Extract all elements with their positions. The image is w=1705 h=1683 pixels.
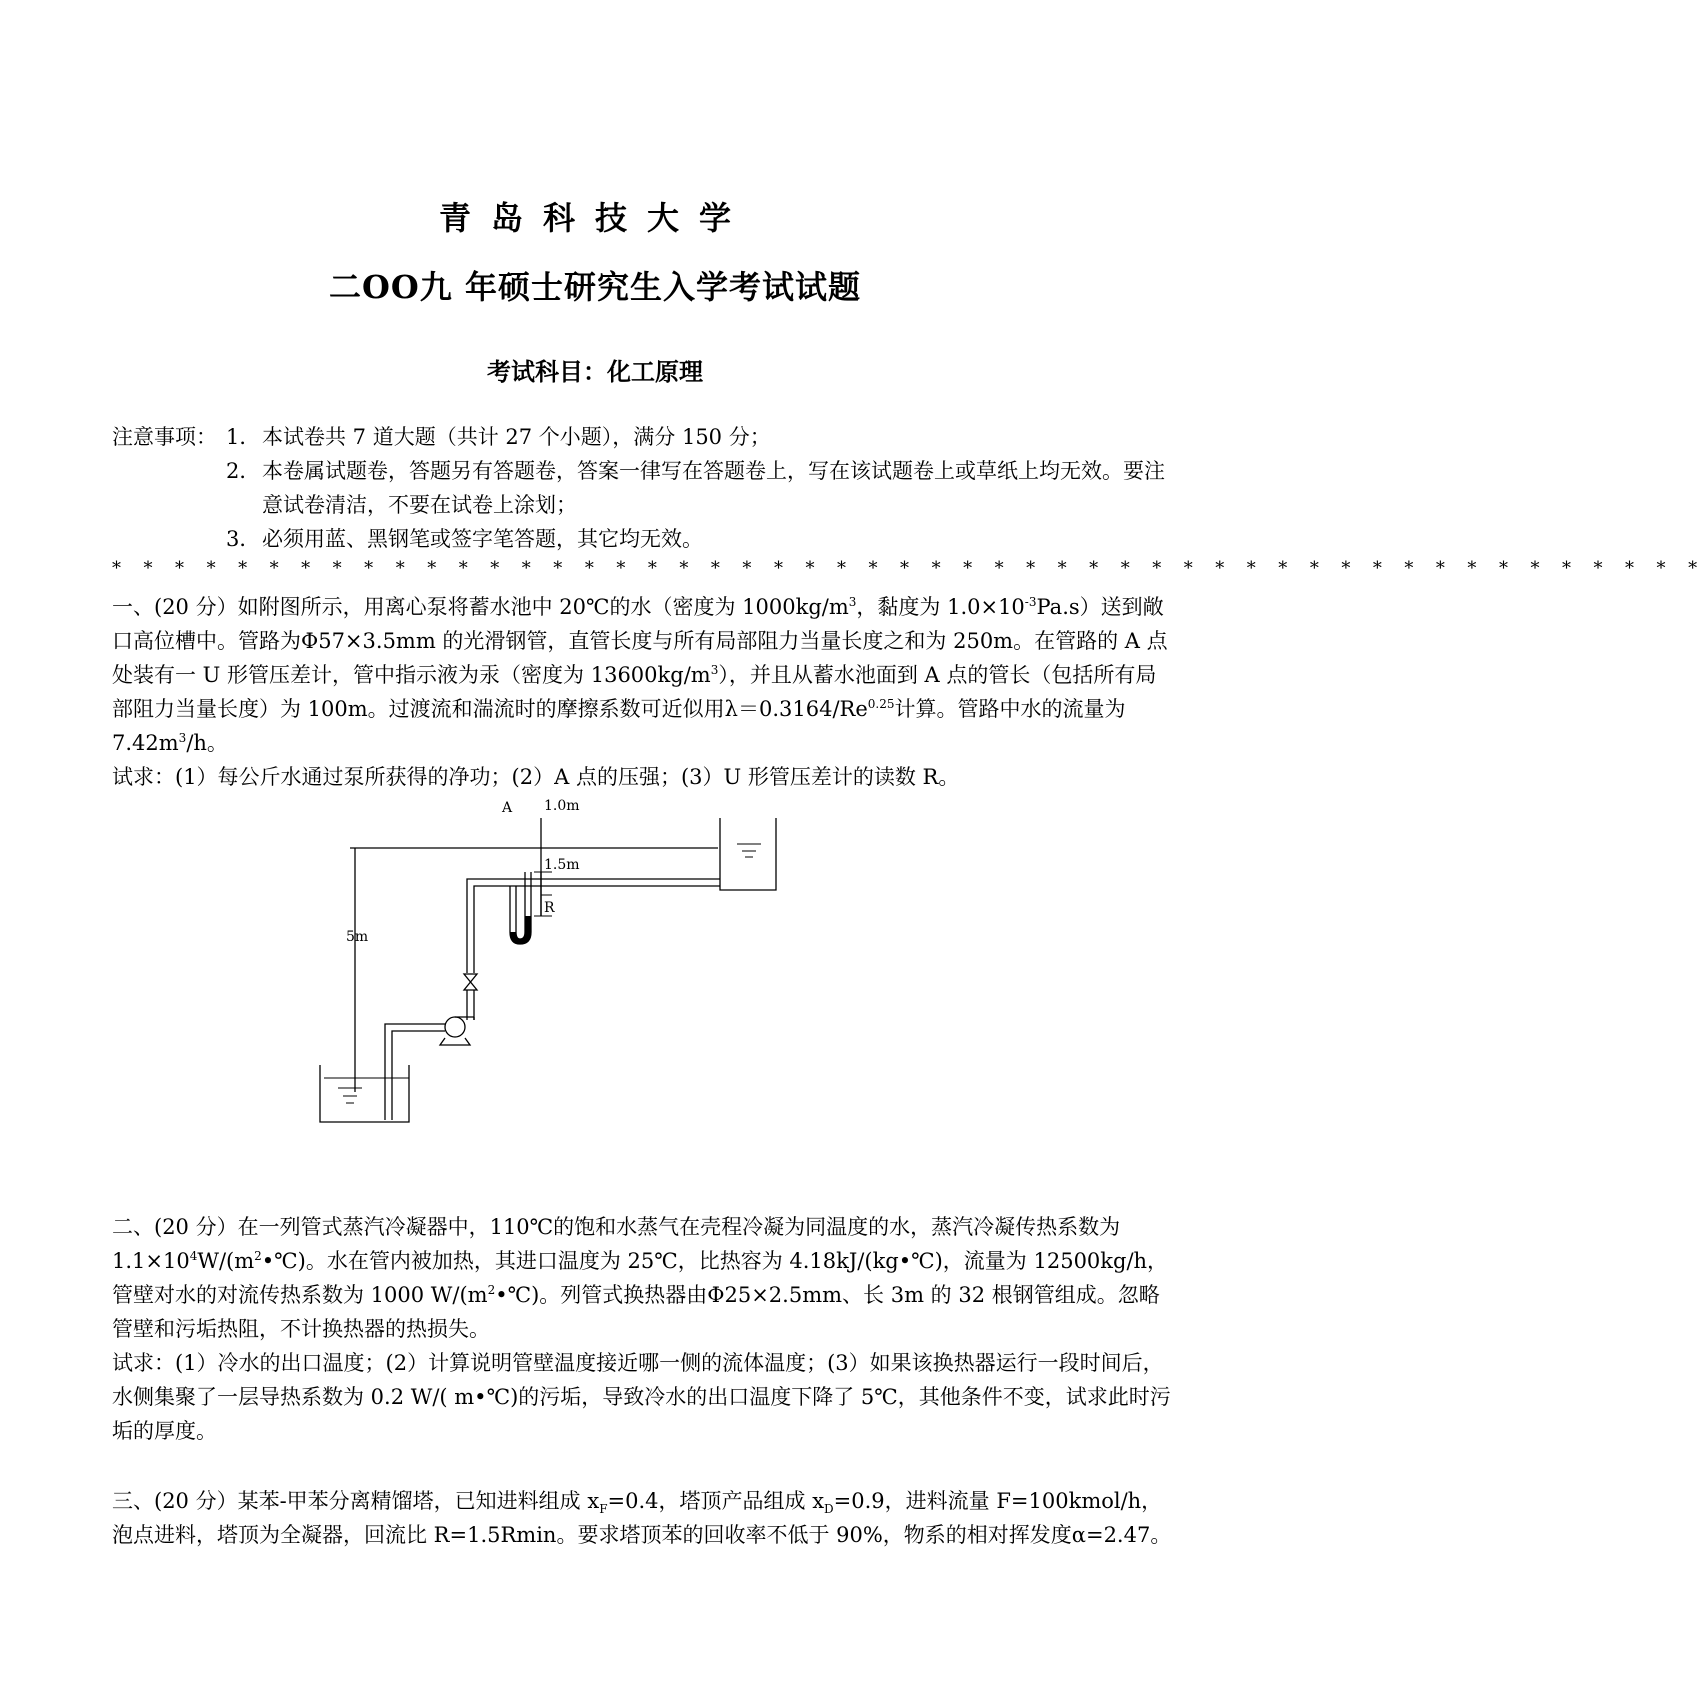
exam-subject: 考试科目：化工原理 bbox=[487, 357, 703, 386]
exam-title: 二OO九 年硕士研究生入学考试试题 bbox=[329, 268, 861, 306]
note-number: 1． bbox=[226, 425, 261, 449]
label-5m: 5m bbox=[346, 929, 369, 945]
question-3 bbox=[112, 1484, 1172, 1552]
superscript: 3 bbox=[848, 595, 857, 609]
pipe-horizontal-top bbox=[467, 879, 720, 973]
question-text: ，黏度为 1.0×10 bbox=[856, 595, 1025, 619]
superscript: 2 bbox=[254, 1249, 262, 1263]
question-text: •℃)。列管式换热器由Φ25×2.5mm、长 3m 的 32 根钢管组成。忽略管壁和污垢热阻，不计换热器的热损失。 bbox=[112, 1283, 1160, 1341]
question-ask: 试求：(1）冷水的出口温度；(2）计算说明管壁温度接近哪一侧的流体温度；(3）如果该换热器运行一段时间后，水侧集聚了一层导热系数为 0.2 W/( m•℃)的污垢，导致冷水的出口温度下降了 5℃，其他条件不变，试求此时污垢的厚度。 bbox=[112, 1351, 1171, 1443]
note-text: 本试卷共 7 道大题（共计 27 个小题），满分 150 分； bbox=[262, 425, 771, 449]
valve-upper bbox=[464, 974, 477, 982]
superscript: 4 bbox=[189, 1249, 198, 1263]
superscript: 0.25 bbox=[867, 697, 895, 711]
note-item bbox=[112, 454, 1172, 522]
question-text: ），并且从蓄水池面到 A 点的管长（包括所有局部阻力当量长度）为 100m。过渡流和湍流时的摩擦系数可近似用λ＝0.3164/Re bbox=[112, 663, 1157, 721]
question-text: 三、(20 分）某苯-甲苯分离精馏塔，已知进料组成 x bbox=[112, 1489, 600, 1513]
question-text: •℃)。水在管内被加热，其进口温度为 25℃，比热容为 4.18kJ/(kg•℃)，流量为 12500kg/h，管壁对水的对流传热系数为 1000 W/(m bbox=[112, 1249, 1169, 1307]
question-2 bbox=[112, 1210, 1172, 1448]
suction-pipe bbox=[385, 1024, 445, 1120]
question-text: 一、(20 分）如附图所示，用离心泵将蓄水池中 20℃的水（密度为 1000kg/m bbox=[112, 595, 849, 619]
mercury-column bbox=[525, 916, 531, 932]
label-r: R bbox=[544, 900, 555, 916]
superscript: 3 bbox=[178, 731, 187, 745]
note-number: 3． bbox=[226, 527, 261, 551]
superscript: 2 bbox=[487, 1283, 496, 1297]
note-text: 必须用蓝、黑钢笔或签字笔答题，其它均无效。 bbox=[262, 527, 703, 551]
pump-system-diagram bbox=[330, 798, 850, 1220]
pump-body bbox=[445, 1017, 465, 1037]
separator-line: * * * * * * * * * * * * * * * * * * * * * * * * * * * * * * * * * * * * * * * * * * * * * * * * * * * bbox=[112, 558, 1705, 579]
suction-pipe bbox=[392, 1031, 445, 1120]
superscript: 3 bbox=[710, 663, 719, 677]
note-number: 2． bbox=[226, 459, 261, 483]
question-text: =0.4，塔顶产品组成 x bbox=[607, 1489, 825, 1513]
subscript: F bbox=[599, 1502, 608, 1517]
question-1 bbox=[112, 590, 1172, 794]
question-text: W/(m bbox=[197, 1249, 255, 1273]
question-ask: 试求：(1）每公斤水通过泵所获得的净功；(2）A 点的压强；(3）U 形管压差计的读数 R。 bbox=[112, 765, 960, 789]
valve-lower bbox=[464, 982, 477, 990]
note-text: 本卷属试题卷，答题另有答题卷，答案一律写在答题卷上，写在该试题卷上或草纸上均无效。要注意试卷清洁，不要在试卷上涂划； bbox=[262, 459, 1165, 517]
exam-notes bbox=[112, 420, 1172, 556]
high-tank bbox=[720, 818, 776, 890]
superscript: -3 bbox=[1024, 595, 1037, 609]
notes-label: 注意事项： bbox=[112, 425, 217, 449]
label-1m: 1.0m bbox=[544, 798, 580, 814]
label-a: A bbox=[502, 800, 513, 816]
subscript: D bbox=[824, 1502, 834, 1517]
note-item bbox=[112, 420, 1172, 454]
pipe-inner bbox=[474, 886, 720, 973]
question-text: Pa.s）送到敞口高位槽中。管路为Φ57×3.5mm 的光滑钢管，直管长度与所有局部阻力当量长度之和为 250m。在管路的 A 点处装有一 U 形管压差计，管中指示液为汞（密度为 13600kg/m bbox=[112, 595, 1168, 687]
label-1-5m: 1.5m bbox=[544, 857, 580, 873]
question-text: =0.9，进料流量 F=100kmol/h，泡点进料，塔顶为全凝器，回流比 R=1.5Rmin。要求塔顶苯的回收率不低于 90%，物系的相对挥发度α=2.47。 bbox=[112, 1489, 1172, 1547]
question-text: 二、(20 分）在一列管式蒸汽冷凝器中，110℃的饱和水蒸气在壳程冷凝为同温度的水，蒸汽冷凝传热系数为 1.1×10 bbox=[112, 1215, 1121, 1273]
university-title: 青岛科技大学 bbox=[438, 199, 751, 237]
note-item bbox=[112, 522, 1172, 556]
pump-base bbox=[440, 1038, 470, 1045]
question-text: /h。 bbox=[186, 731, 228, 755]
question-text: 计算。管路中水的流量为 7.42m bbox=[112, 697, 1126, 755]
low-tank bbox=[320, 1065, 409, 1122]
